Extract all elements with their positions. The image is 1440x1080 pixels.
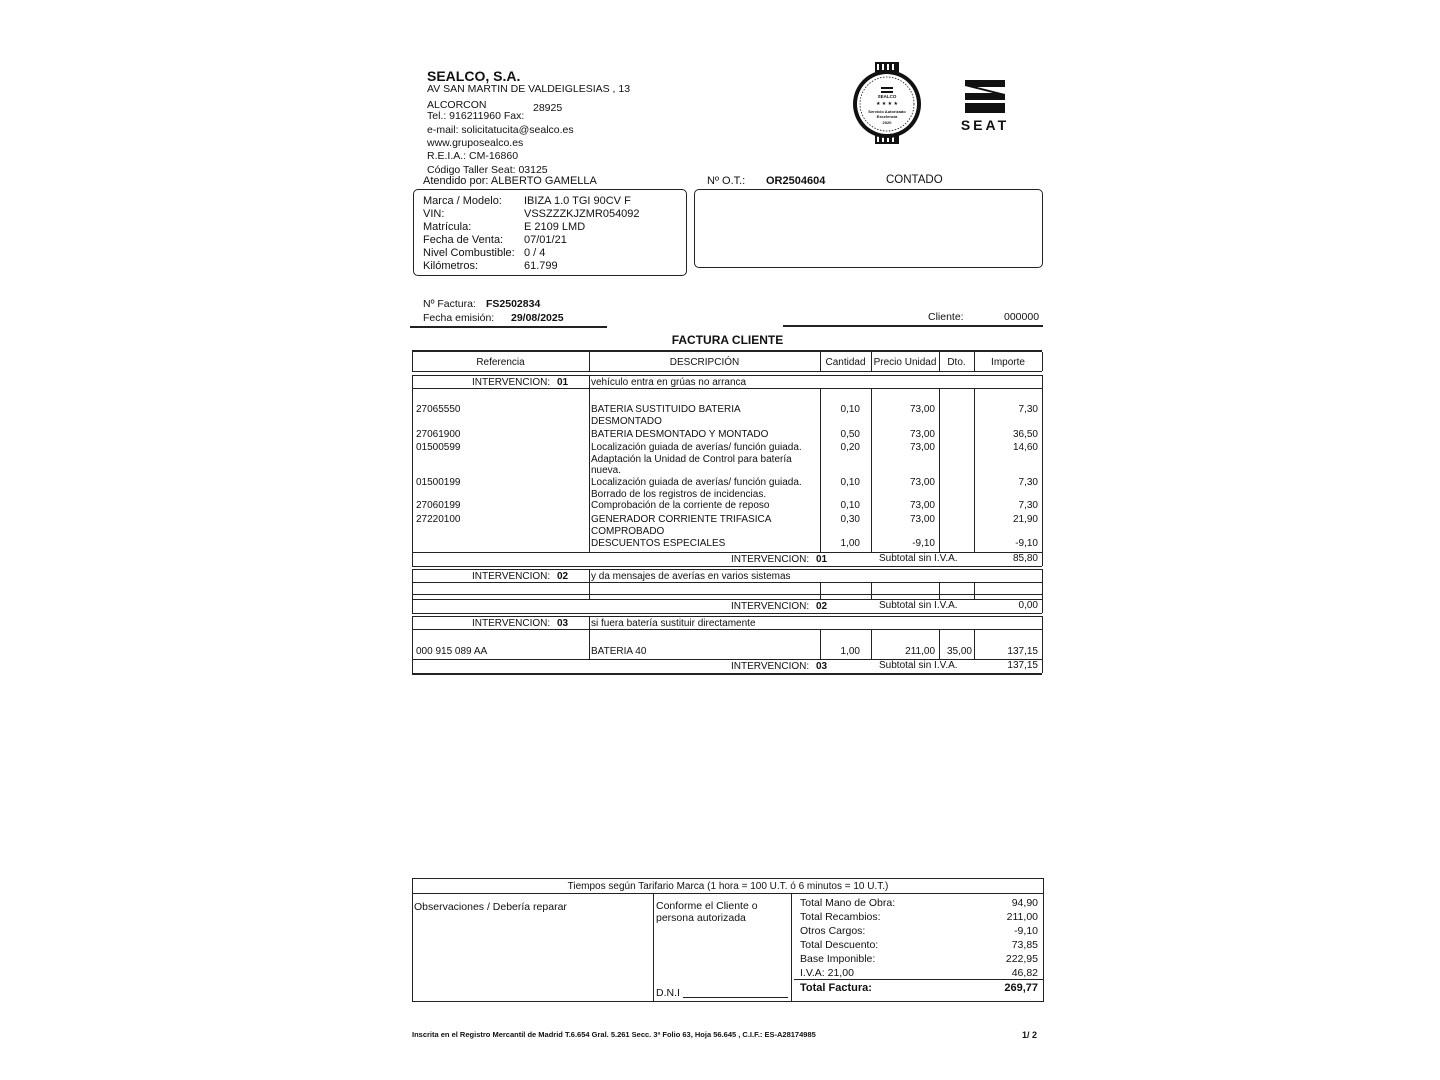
vehicle-field-label: Nivel Combustible:	[423, 247, 515, 259]
intervention-title: vehículo entra en grúas no arranca	[591, 377, 747, 388]
observations-label: Observaciones / Debería reparar	[414, 901, 567, 913]
subtotal-intervention-number: 03	[816, 661, 828, 672]
line-quantity: 1,00	[840, 538, 860, 549]
grand-total-separator	[794, 979, 1044, 980]
service-seal-logo	[852, 62, 922, 146]
company-zip: 28925	[533, 102, 563, 114]
line-amount: 137,15	[1007, 646, 1038, 657]
line-description: BATERIA SUSTITUIDO BATERIA	[591, 404, 741, 415]
seat-logo	[948, 78, 1022, 134]
vehicle-field-value: 61.799	[524, 260, 558, 272]
invoice-number-label: Nº Factura:	[423, 298, 476, 310]
seal-top-text: SEALCO	[877, 94, 897, 99]
registry-note: Inscrita en el Registro Mercantil de Madrid T.6.654 Gral. 5.261 Secc. 3ª Folio 63, Hoja 56.645 , C.I.F.: ES-A28174985	[412, 1030, 816, 1039]
line-description: Localización guiada de averías/ función guiada.	[591, 477, 802, 488]
grand-total-value: 269,77	[1004, 982, 1038, 994]
line-quantity: 0,10	[840, 404, 860, 415]
intervention-title: si fuera batería sustituir directamente	[591, 618, 756, 629]
subtotal-value: 137,15	[1007, 660, 1038, 671]
line-reference: 01500199	[416, 477, 461, 488]
summary-header-line	[412, 893, 1044, 894]
total-value: 222,95	[1005, 953, 1038, 965]
subtotal-intervention-label: INTERVENCION:	[731, 661, 810, 672]
column-header: Dto.	[947, 357, 966, 368]
vehicle-field-label: Fecha de Venta:	[423, 234, 504, 246]
vehicle-field-value: VSSZZZKJZMR054092	[524, 208, 640, 220]
total-label: Total Recambios:	[800, 911, 881, 923]
total-value: -9,10	[1014, 925, 1038, 937]
total-value: 46,82	[1011, 967, 1038, 979]
subtotal-value: 0,00	[1018, 600, 1038, 611]
line-amount: 14,60	[1012, 442, 1038, 453]
line-reference: 000 915 089 AA	[416, 646, 488, 657]
line-quantity: 1,00	[840, 646, 860, 657]
seal-sub-text: Excelencia	[876, 114, 898, 119]
total-label: Otros Cargos:	[800, 925, 866, 937]
line-description: Adaptación la Unidad de Control para batería	[591, 453, 792, 465]
line-quantity: 0,10	[840, 500, 860, 511]
line-unit-price: -9,10	[912, 538, 935, 549]
line-unit-price: 73,00	[909, 514, 935, 525]
vehicle-field-label: VIN:	[423, 208, 445, 220]
total-value: 73,85	[1011, 939, 1038, 951]
line-description: Comprobación de la corriente de reposo	[591, 500, 770, 511]
subtotal-label: Subtotal sin I.V.A.	[879, 600, 958, 611]
workshop-code: Código Taller Seat: 03125	[427, 164, 548, 176]
column-header: Referencia	[476, 357, 525, 368]
dni-label: D.N.I	[656, 987, 680, 999]
vehicle-field-label: Marca / Modelo:	[423, 195, 502, 207]
company-phone: Tel.: 916211960 Fax:	[427, 110, 525, 122]
order-number: OR2504604	[766, 175, 826, 187]
invoice-underline	[410, 326, 607, 328]
subtotal-value: 85,80	[1012, 553, 1038, 564]
total-label: Total Mano de Obra:	[800, 897, 896, 909]
line-amount: 7,30	[1018, 477, 1038, 488]
intervention-number: 03	[557, 618, 569, 629]
line-reference: 27065550	[416, 404, 461, 415]
invoice-date-label: Fecha emisión:	[423, 312, 495, 324]
subtotal-intervention-label: INTERVENCION:	[731, 554, 810, 565]
order-label: Nº O.T.:	[707, 175, 746, 187]
attended-by: Atendido por: ALBERTO GAMELLA	[423, 175, 597, 187]
summary-box	[412, 878, 1044, 1002]
line-amount: 36,50	[1012, 429, 1038, 440]
line-description: DESMONTADO	[591, 415, 662, 427]
intervention-label: INTERVENCION:	[472, 618, 551, 629]
subtotal-intervention-number: 02	[816, 601, 828, 612]
page-number: 1/ 2	[1022, 1030, 1038, 1040]
line-unit-price: 73,00	[909, 500, 935, 511]
vehicle-field-value: 0 / 4	[524, 247, 546, 259]
dni-signature-line	[683, 997, 788, 998]
intervention-number: 01	[557, 377, 569, 388]
company-address: AV SAN MARTIN DE VALDEIGLESIAS , 13	[427, 83, 631, 95]
vehicle-field-value: E 2109 LMD	[524, 221, 586, 233]
line-reference: 27061900	[416, 429, 461, 440]
line-amount: 7,30	[1018, 500, 1038, 511]
seat-wordmark: SEAT	[960, 117, 1010, 133]
client-address-box	[694, 189, 1043, 268]
line-description: DESCUENTOS ESPECIALES	[591, 538, 726, 549]
line-discount: 35,00	[946, 646, 972, 657]
intervention-number: 02	[557, 571, 569, 582]
vehicle-field-value: 07/01/21	[524, 234, 567, 246]
intervention-label: INTERVENCION:	[472, 571, 551, 582]
line-unit-price: 73,00	[909, 477, 935, 488]
line-quantity: 0,10	[840, 477, 860, 488]
line-description: nueva.	[591, 465, 622, 476]
line-quantity: 0,50	[840, 429, 860, 440]
seal-year-text: 2020	[882, 120, 892, 125]
intervention-label: INTERVENCION:	[472, 377, 551, 388]
client-label: Cliente:	[928, 311, 964, 323]
company-web: www.gruposealco.es	[427, 137, 524, 149]
column-header: DESCRIPCIÓN	[669, 357, 740, 368]
line-description: BATERIA 40	[591, 646, 647, 657]
seal-middle-text: Servicio Autorizado	[868, 109, 906, 114]
subtotal-intervention-label: INTERVENCION:	[731, 601, 810, 612]
line-description: GENERADOR CORRIENTE TRIFASICA	[591, 514, 772, 525]
line-description: Borrado de los registros de incidencias.	[591, 488, 767, 500]
total-value: 211,00	[1006, 911, 1038, 923]
times-note: Tiempos según Tarifario Marca (1 hora = 100 U.T. ó 6 minutos = 10 U.T.)	[567, 881, 889, 892]
consent-label-1: Conforme el Cliente o	[656, 900, 758, 912]
line-description: Localización guiada de averías/ función guiada.	[591, 442, 802, 453]
total-label: Total Descuento:	[800, 939, 879, 951]
line-description: BATERIA DESMONTADO Y MONTADO	[591, 429, 769, 440]
line-reference: 27060199	[416, 500, 461, 511]
client-number: 000000	[1004, 311, 1040, 323]
line-reference: 27220100	[416, 514, 461, 525]
invoice-title: FACTURA CLIENTE	[671, 333, 784, 347]
intervention-title: y da mensajes de averías en varios sistemas	[591, 571, 791, 582]
line-unit-price: 73,00	[909, 404, 935, 415]
column-header: Precio Unidad	[873, 357, 937, 368]
total-label: Base Imponible:	[800, 953, 876, 965]
line-quantity: 0,20	[840, 442, 860, 453]
line-quantity: 0,30	[840, 514, 860, 525]
company-email: e-mail: solicitatucita@sealco.es	[427, 124, 574, 136]
subtotal-label: Subtotal sin I.V.A.	[879, 553, 958, 564]
vehicle-field-label: Matrícula:	[423, 221, 472, 233]
grand-total-label: Total Factura:	[800, 982, 872, 994]
line-amount: -9,10	[1015, 538, 1038, 549]
line-description: COMPROBADO	[591, 525, 665, 537]
vehicle-field-value: IBIZA 1.0 TGI 90CV F	[524, 195, 631, 207]
line-amount: 21,90	[1012, 514, 1038, 525]
payment-type: CONTADO	[886, 174, 943, 186]
total-value: 94,90	[1011, 897, 1038, 909]
invoice-date: 29/08/2025	[511, 312, 564, 324]
line-unit-price: 73,00	[909, 429, 935, 440]
column-header: Cantidad	[825, 357, 866, 368]
line-amount: 7,30	[1018, 404, 1038, 415]
company-name: SEALCO, S.A.	[427, 68, 521, 84]
client-underline	[783, 325, 1043, 327]
seat-emblem-icon	[948, 78, 1022, 118]
line-unit-price: 73,00	[909, 442, 935, 453]
company-reia: R.E.I.A.: CM-16860	[427, 150, 519, 162]
subtotal-label: Subtotal sin I.V.A.	[879, 660, 958, 671]
line-unit-price: 211,00	[905, 646, 935, 657]
total-label: I.V.A: 21,00	[800, 967, 854, 979]
line-reference: 01500599	[416, 442, 461, 453]
company-city: ALCORCON	[427, 99, 487, 111]
column-header: Importe	[991, 357, 1025, 368]
invoice-number: FS2502834	[486, 298, 541, 310]
vehicle-field-label: Kilómetros:	[423, 260, 479, 272]
consent-label-2: persona autorizada	[656, 912, 746, 924]
subtotal-intervention-number: 01	[816, 554, 828, 565]
seal-stars: ★ ★ ★ ★	[875, 101, 899, 107]
